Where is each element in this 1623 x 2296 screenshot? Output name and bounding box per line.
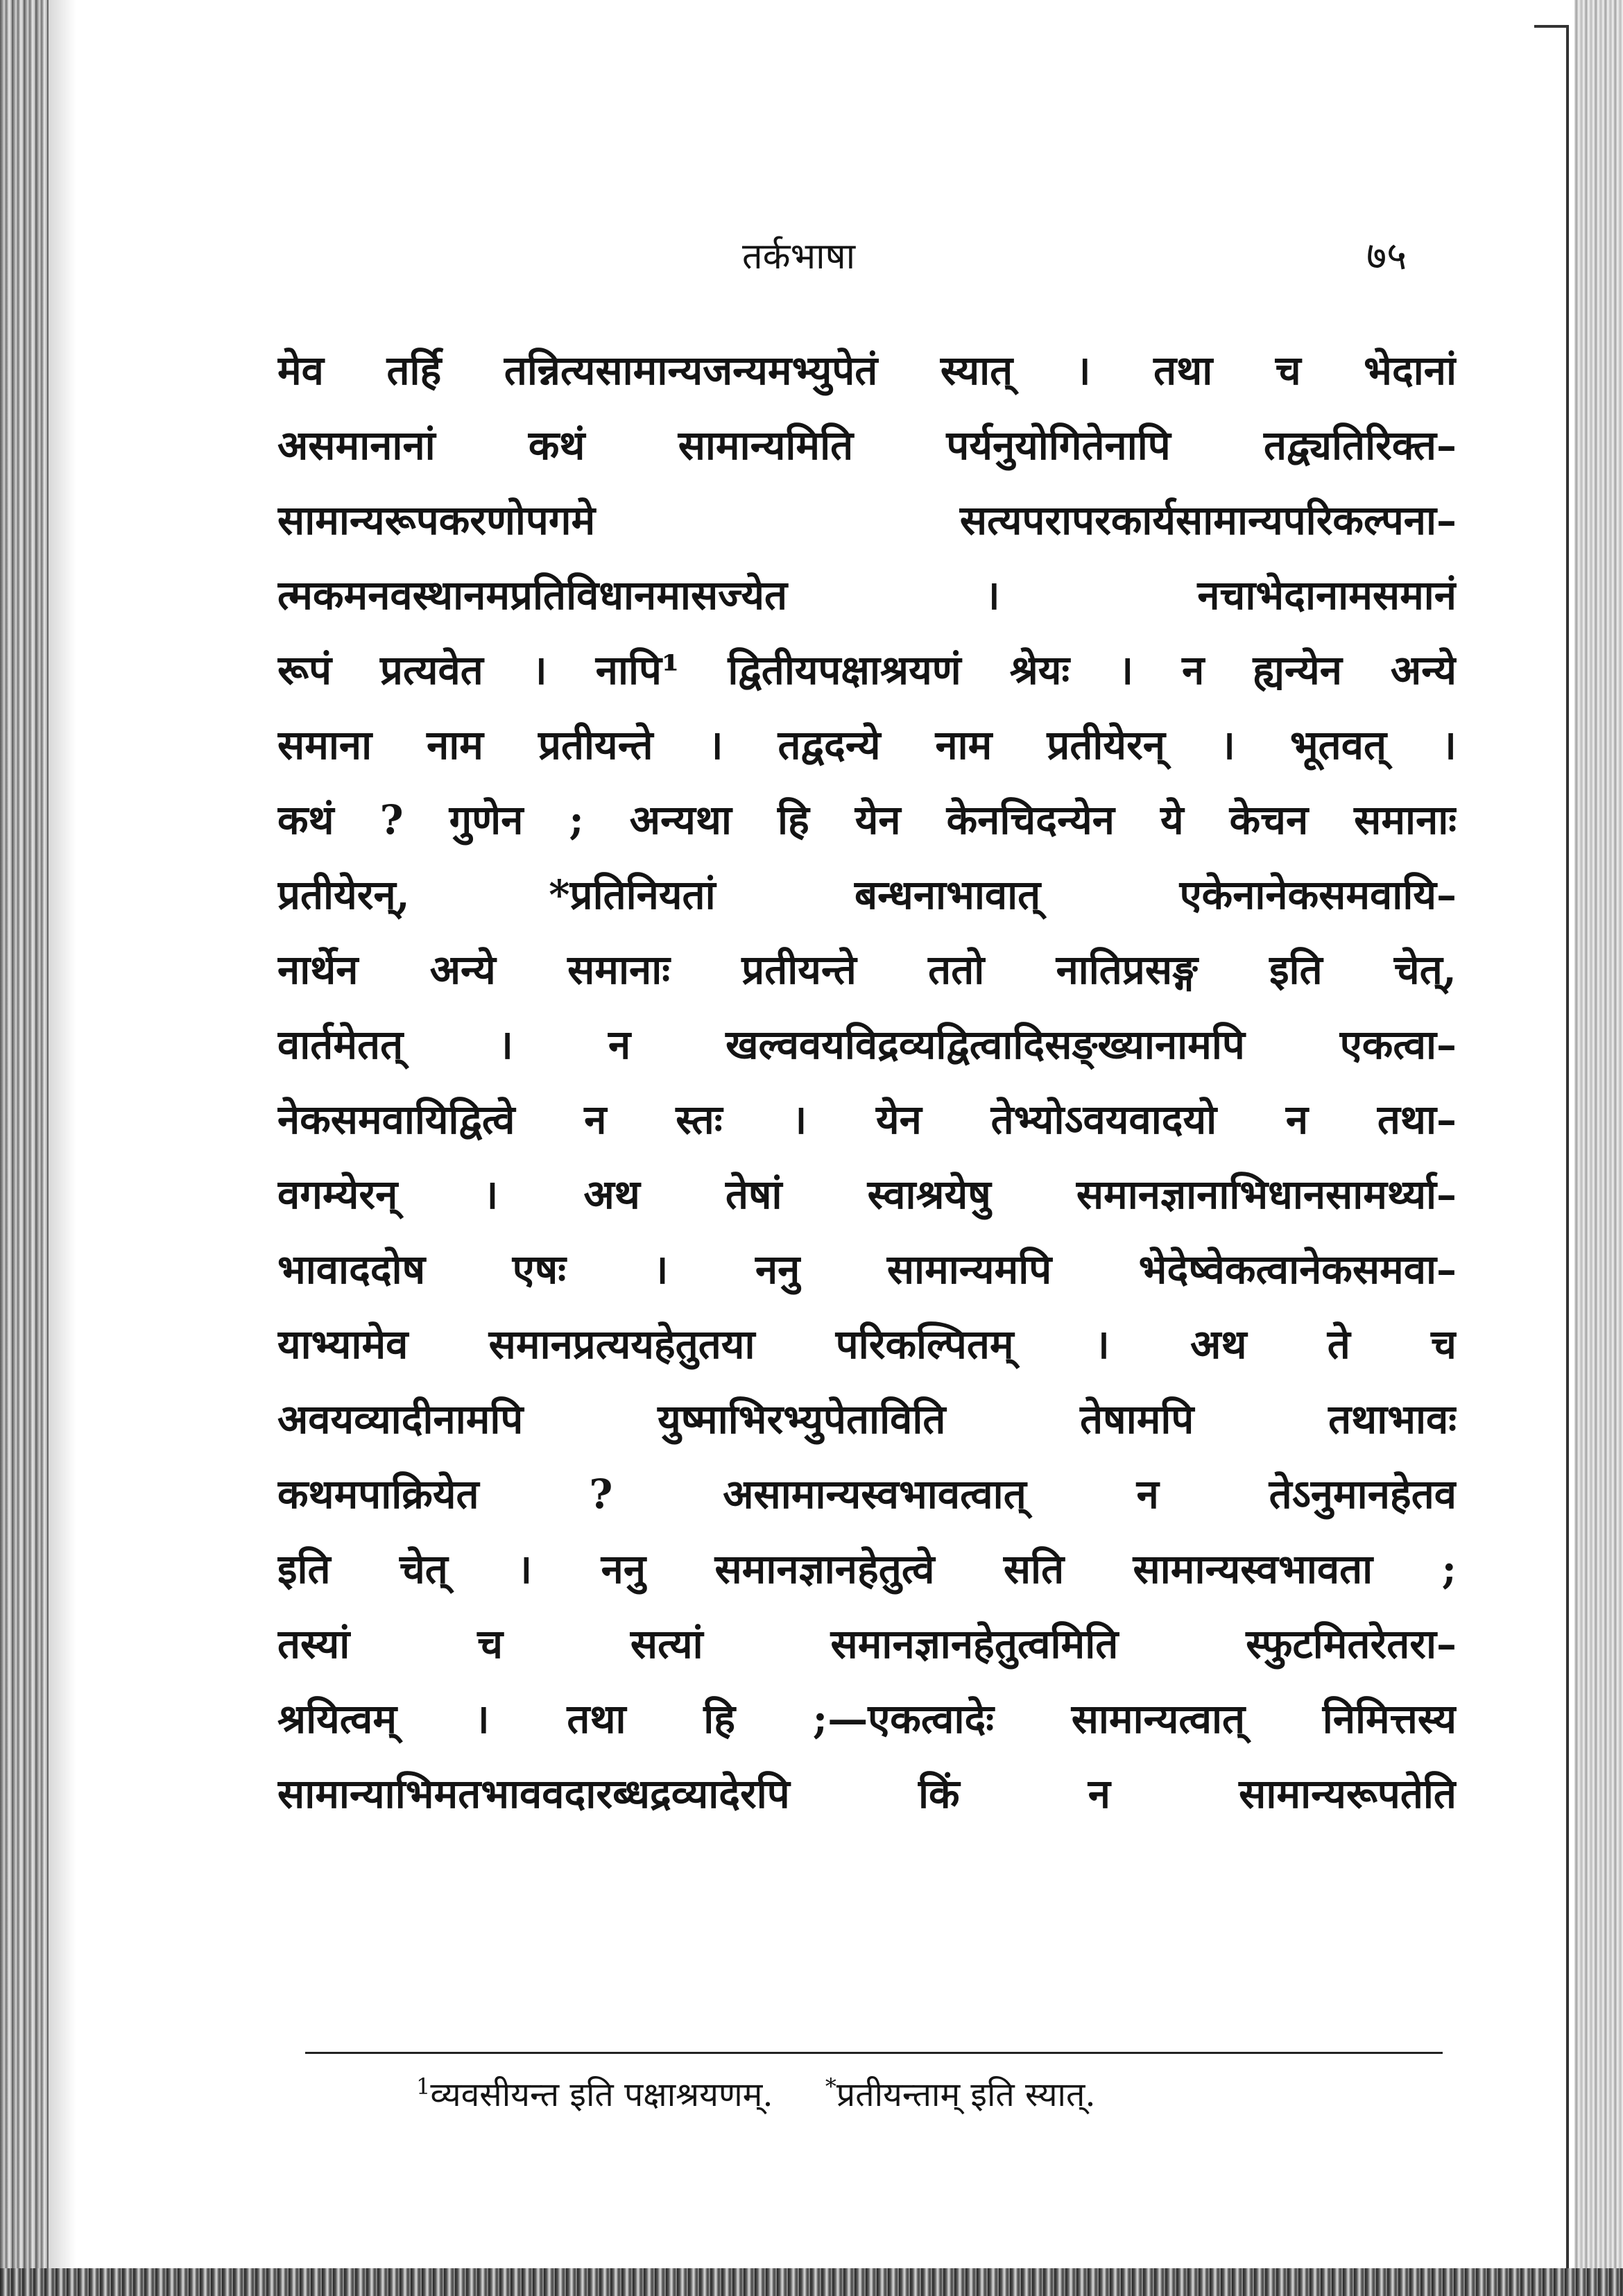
text-line: भावाददोष एषः । ननु सामान्यमपि भेदेष्वेकत्वानेकसमवा– (277, 1246, 1457, 1293)
body-text (277, 333, 1457, 1831)
text-line: सामान्याभिमतभाववदारब्धद्रव्यादेरपि किं न सामान्यरूपतेति (277, 1770, 1457, 1817)
footnote-marker: 1 (416, 2073, 431, 2100)
text-line: श्रयित्वम् । तथा हि ;—एकत्वादेः सामान्यत्वात् निमित्तस्य (277, 1695, 1457, 1742)
text-line: नेकसमवायिद्वित्वे न स्तः । येन तेभ्योऽवयवादयो न तथा– (277, 1096, 1457, 1143)
text-line: तस्यां च सत्यां समानज्ञानहेतुत्वमिति स्फुटमितरेतरा– (277, 1620, 1457, 1668)
scan-edge-rule (1566, 28, 1569, 2275)
scan-page-edge (1574, 0, 1623, 2296)
text-line: नार्थेन अन्ये समानाः प्रतीयन्ते ततो नातिप्रसङ्ग इति चेत्, (277, 946, 1457, 993)
footnotes (416, 2067, 1443, 2123)
text-line: याभ्यामेव समानप्रत्ययहेतुतया परिकल्पितम् । अथ ते च (277, 1321, 1457, 1368)
text-line: वगम्येरन् । अथ तेषां स्वाश्रयेषु समानज्ञानाभिधानसामर्थ्या– (277, 1171, 1457, 1218)
text-line: इति चेत् । ननु समानज्ञानहेतुत्वे सति सामान्यस्वभावता ; (277, 1545, 1457, 1593)
text-line: सामान्यरूपकरणोपगमे सत्यपरापरकार्यसामान्यपरिकल्पना– (277, 497, 1457, 544)
text-line: कथं ? गुणेन ; अन्यथा हि येन केनचिदन्येन ये केचन समानाः (277, 796, 1457, 843)
scan-edge-corner (1534, 25, 1569, 28)
footnote-text: प्रतीयन्ताम् इति स्यात्. (836, 2075, 1096, 2114)
footnote-text: व्यवसीयन्त इति पक्षाश्रयणम्. (430, 2075, 773, 2114)
text-line: समाना नाम प्रतीयन्ते । तद्वदन्ये नाम प्रतीयेरन् । भूतवत् । (277, 721, 1457, 769)
text-line: कथमपाक्रियेत ? असामान्यस्वभावत्वात् न तेऽनुमानहेतव (277, 1471, 1457, 1518)
footnote-divider (305, 2052, 1443, 2054)
text-line: प्रतीयेरन्, *प्रतिनियतां बन्धनाभावात् एकेनानेकसमवायि– (277, 871, 1457, 918)
text-line: असमानानां कथं सामान्यमिति पर्यनुयोगितेनापि तद्व्यतिरिक्त– (277, 422, 1457, 469)
text-line: वार्तमेतत् । न खल्ववयविद्रव्यद्वित्वादिसङ्ख्यानामपि एकत्वा– (277, 1021, 1457, 1068)
scan-binding-edge (0, 0, 49, 2296)
scan-bottom-edge (0, 2268, 1623, 2296)
running-title: तर्कभाषा (742, 236, 856, 277)
text-line: मेव तर्हि तन्नित्यसामान्यजन्यमभ्युपेतं स्यात् । तथा च भेदानां (277, 347, 1457, 394)
footnote-1 (416, 2067, 773, 2123)
footnote-2 (825, 2067, 1096, 2123)
text-line: त्मकमनवस्थानमप्रतिविधानमासज्येत । नचाभेदानामसमानं (277, 572, 1457, 619)
footnote-marker: * (825, 2073, 836, 2100)
text-line: रूपं प्रत्यवेत । नापि¹ द्वितीयपक्षाश्रयणं श्रेयः । न ह्यन्येन अन्ये (277, 646, 1457, 694)
text-line: अवयव्यादीनामपि युष्माभिरभ्युपेताविति तेषामपि तथाभावः (277, 1396, 1457, 1443)
page-header (0, 229, 1623, 284)
page-number: ७५ (1366, 234, 1407, 279)
